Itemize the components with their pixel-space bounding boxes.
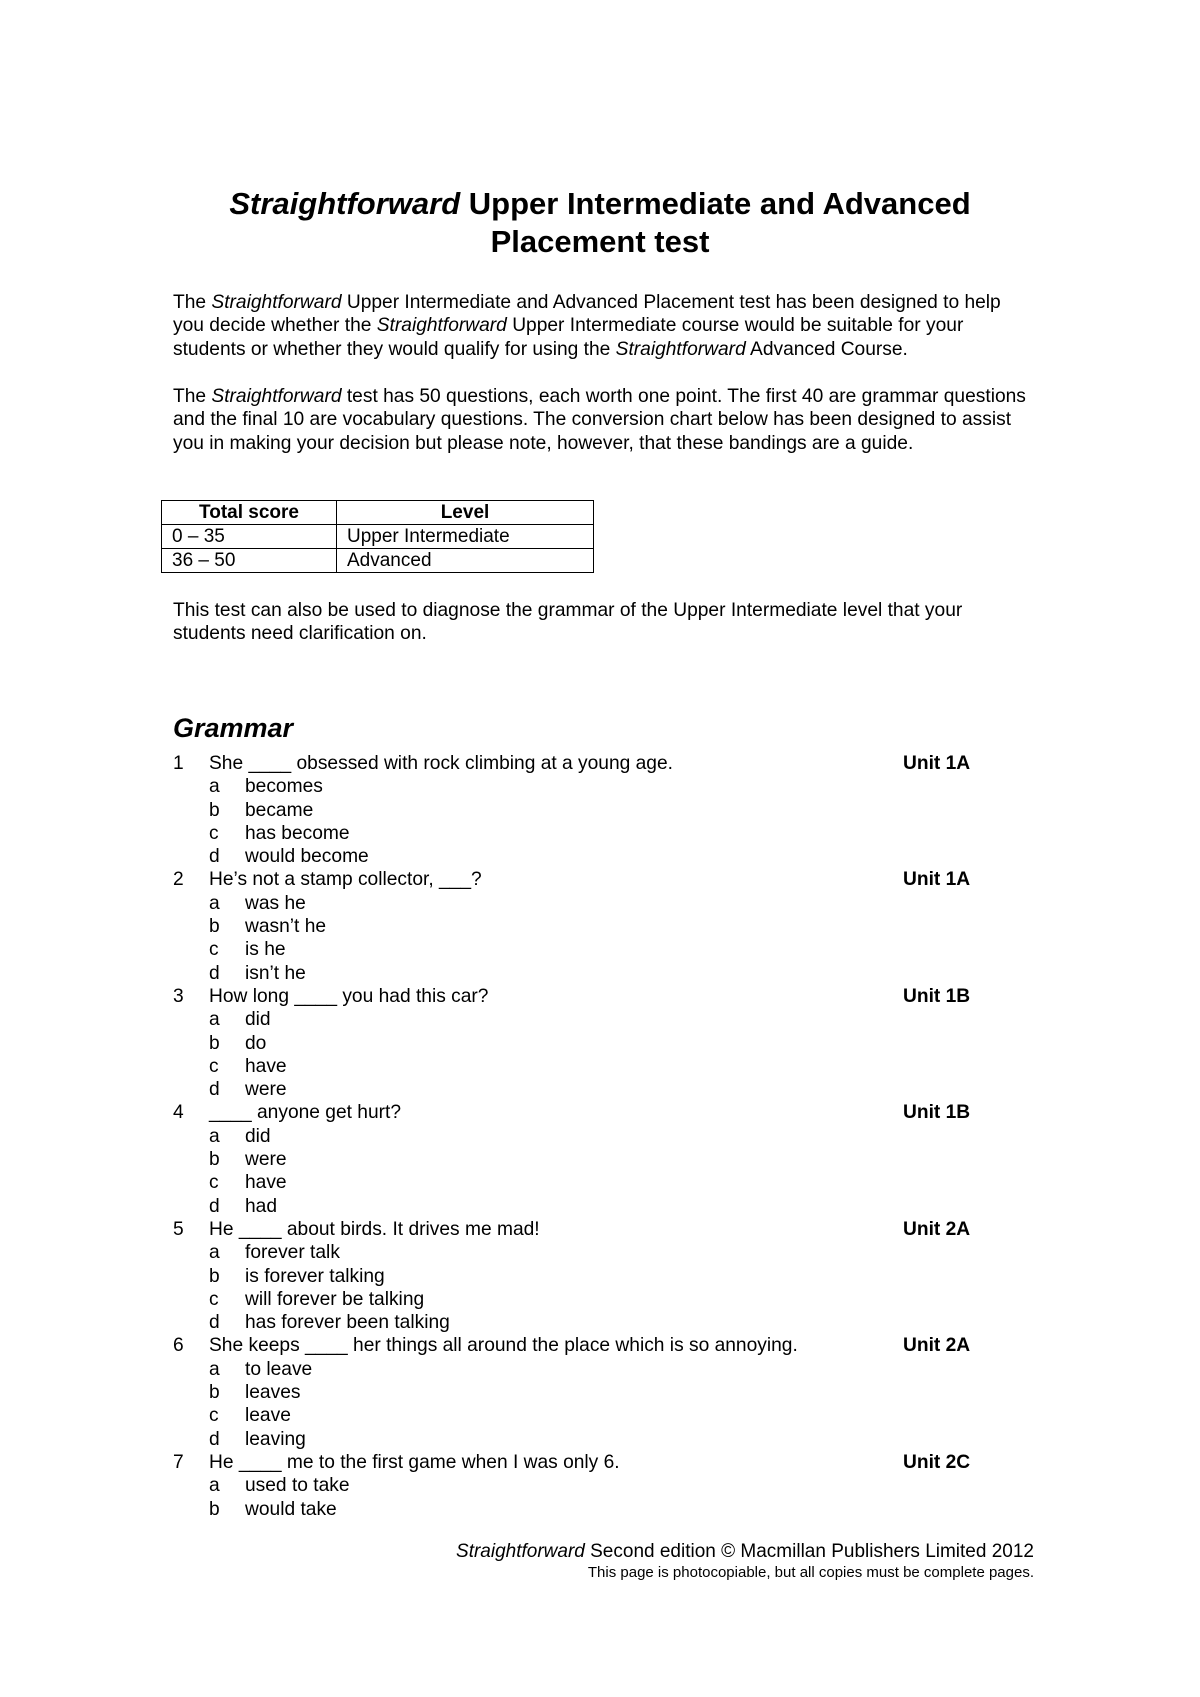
question-row bbox=[173, 1218, 1033, 1241]
answer-option-text: leaves bbox=[245, 1382, 301, 1404]
title-line-1-rest: Upper Intermediate and Advanced bbox=[460, 186, 971, 221]
answer-option bbox=[173, 1474, 1033, 1497]
answer-option-text: was he bbox=[245, 892, 306, 914]
answer-option-letter: a bbox=[209, 1475, 220, 1497]
question-stem: He ____ me to the first game when I was only 6. bbox=[209, 1451, 620, 1473]
answer-option-text: used to take bbox=[245, 1475, 350, 1497]
footer-brand: Straightforward bbox=[456, 1541, 585, 1562]
answer-option bbox=[173, 1404, 1033, 1427]
question-unit-reference: Unit 1A bbox=[903, 869, 971, 891]
page-title bbox=[150, 185, 1050, 261]
answer-option-letter: b bbox=[209, 1382, 220, 1404]
intro1-brand-1: Straightforward bbox=[211, 292, 342, 313]
answer-option-letter: a bbox=[209, 776, 220, 798]
answer-option-letter: d bbox=[209, 1312, 220, 1334]
title-brand: Straightforward bbox=[229, 186, 461, 221]
answer-option bbox=[173, 962, 1033, 985]
answer-option-text: leaving bbox=[245, 1428, 306, 1450]
answer-option bbox=[173, 1125, 1033, 1148]
answer-option-text: has become bbox=[245, 822, 350, 844]
question-unit-reference: Unit 2A bbox=[903, 1218, 971, 1240]
answer-option-text: have bbox=[245, 1055, 287, 1077]
footer-photocopy-note: This page is photocopiable, but all copies must be complete pages. bbox=[587, 1564, 1034, 1581]
answer-option-letter: a bbox=[209, 892, 220, 914]
diagnose-paragraph: This test can also be used to diagnose the grammar of the Upper Intermediate level that your students need clarification on. bbox=[173, 600, 963, 645]
grammar-heading: Grammar bbox=[173, 713, 294, 743]
answer-option-letter: b bbox=[209, 1498, 220, 1520]
answer-option-text: isn’t he bbox=[245, 962, 306, 984]
question-row bbox=[173, 1334, 1033, 1357]
answer-option-letter: b bbox=[209, 799, 220, 821]
answer-option-letter: c bbox=[209, 1172, 219, 1194]
intro-paragraph-1 bbox=[173, 291, 1033, 361]
intro-paragraph-2 bbox=[173, 385, 1033, 455]
answer-option bbox=[173, 1171, 1033, 1194]
answer-option-text: has forever been talking bbox=[245, 1312, 450, 1334]
answer-option bbox=[173, 1428, 1033, 1451]
answer-option-text: is he bbox=[245, 939, 286, 961]
intro1-brand-2: Straightforward bbox=[376, 315, 507, 337]
score-conversion-table bbox=[161, 500, 594, 573]
answer-option bbox=[173, 915, 1033, 938]
score-range-cell: 36 – 50 bbox=[162, 549, 337, 573]
answer-option-letter: d bbox=[209, 846, 220, 868]
answer-option bbox=[173, 1311, 1033, 1334]
question-number: 6 bbox=[173, 1335, 184, 1357]
answer-option-text: forever talk bbox=[245, 1242, 340, 1264]
footer-copyright bbox=[456, 1540, 1034, 1563]
score-range-cell: 0 – 35 bbox=[162, 525, 337, 549]
answer-option-letter: d bbox=[209, 1079, 220, 1101]
question-row bbox=[173, 868, 1033, 891]
answer-option-letter: b bbox=[209, 1032, 220, 1054]
answer-option bbox=[173, 1032, 1033, 1055]
answer-option-letter: a bbox=[209, 1125, 220, 1147]
score-table-row bbox=[162, 525, 594, 549]
answer-option-text: wasn’t he bbox=[245, 916, 327, 938]
grammar-question-list bbox=[173, 752, 1033, 1521]
answer-option-text: would become bbox=[245, 846, 369, 868]
question-number: 1 bbox=[173, 753, 184, 774]
answer-option-letter: c bbox=[209, 1405, 219, 1427]
answer-option-letter: a bbox=[209, 1358, 220, 1380]
answer-option bbox=[173, 1381, 1033, 1404]
answer-option bbox=[173, 938, 1033, 961]
question-number: 2 bbox=[173, 869, 184, 891]
answer-option bbox=[173, 1288, 1033, 1311]
answer-option bbox=[173, 1008, 1033, 1031]
question-number: 3 bbox=[173, 985, 184, 1007]
answer-option-text: would take bbox=[245, 1498, 337, 1520]
question-stem: He’s not a stamp collector, ___? bbox=[209, 869, 482, 891]
intro1-text-3: Upper Intermediate course would be suitable for your students or whether they would qualify for using the bbox=[173, 315, 964, 360]
answer-option-text: is forever talking bbox=[245, 1265, 385, 1287]
answer-option-text: leave bbox=[245, 1405, 291, 1427]
score-table-header-level: Level bbox=[337, 501, 594, 525]
answer-option-letter: c bbox=[209, 1055, 219, 1077]
intro1-text-2: Upper Intermediate and Advanced Placement test has been designed to help you decide whether the bbox=[173, 292, 1001, 337]
question-row bbox=[173, 1451, 1033, 1474]
answer-option-letter: a bbox=[209, 1242, 220, 1264]
score-table-row bbox=[162, 549, 594, 573]
answer-option-text: had bbox=[245, 1195, 278, 1217]
answer-option-letter: d bbox=[209, 1195, 220, 1217]
answer-option bbox=[173, 775, 1033, 798]
answer-option-letter: d bbox=[209, 962, 220, 984]
question-number: 5 bbox=[173, 1218, 184, 1240]
answer-option-letter: b bbox=[209, 1149, 220, 1171]
score-table-header-total: Total score bbox=[162, 501, 337, 525]
question-stem: She ____ obsessed with rock climbing at a young age. bbox=[209, 753, 673, 774]
answer-option-text: do bbox=[245, 1032, 267, 1054]
score-table-header-row bbox=[162, 501, 594, 525]
question-unit-reference: Unit 1B bbox=[903, 1102, 971, 1124]
question-unit-reference: Unit 1A bbox=[903, 753, 971, 774]
question-unit-reference: Unit 2C bbox=[903, 1451, 971, 1473]
question-stem: She keeps ____ her things all around the place which is so annoying. bbox=[209, 1335, 798, 1357]
intro2-brand-1: Straightforward bbox=[211, 386, 342, 407]
answer-option bbox=[173, 1265, 1033, 1288]
question-number: 7 bbox=[173, 1451, 184, 1473]
answer-option bbox=[173, 845, 1033, 868]
answer-option bbox=[173, 1241, 1033, 1264]
intro2-text-2: test has 50 questions, each worth one point. The first 40 are grammar questions and the final 10 are vocabulary questions. The conversion chart below has been designed to assist you in making your decision but please note, however, that these bandings are a guide. bbox=[173, 386, 1026, 454]
answer-option bbox=[173, 1498, 1033, 1521]
answer-option-text: were bbox=[245, 1079, 287, 1101]
answer-option-text: will forever be talking bbox=[245, 1288, 425, 1310]
question-row bbox=[173, 985, 1033, 1008]
answer-option-letter: c bbox=[209, 939, 219, 961]
answer-option-letter: c bbox=[209, 822, 219, 844]
answer-option bbox=[173, 1078, 1033, 1101]
answer-option-text: did bbox=[245, 1009, 271, 1031]
answer-option-letter: a bbox=[209, 1009, 220, 1031]
title-line-2: Placement test bbox=[490, 224, 710, 259]
intro1-brand-3: Straightforward bbox=[615, 338, 746, 360]
answer-option bbox=[173, 1055, 1033, 1078]
answer-option-text: to leave bbox=[245, 1358, 313, 1380]
answer-option bbox=[173, 822, 1033, 845]
answer-option bbox=[173, 892, 1033, 915]
answer-option-letter: b bbox=[209, 916, 220, 938]
answer-option-letter: c bbox=[209, 1288, 219, 1310]
answer-option-text: were bbox=[245, 1149, 287, 1171]
question-row bbox=[173, 1101, 1033, 1124]
intro1-text-4: Advanced Course. bbox=[745, 338, 908, 360]
answer-option-text: have bbox=[245, 1172, 287, 1194]
title-line-1 bbox=[150, 185, 1050, 223]
question-row bbox=[173, 752, 1033, 775]
answer-option-text: did bbox=[245, 1125, 271, 1147]
answer-option-letter: b bbox=[209, 1265, 220, 1287]
answer-option bbox=[173, 1358, 1033, 1381]
question-number: 4 bbox=[173, 1102, 184, 1124]
level-cell: Upper Intermediate bbox=[337, 525, 594, 549]
answer-option-text: became bbox=[245, 799, 314, 821]
answer-option bbox=[173, 1148, 1033, 1171]
intro1-text-1: The bbox=[173, 292, 212, 313]
intro2-text-1: The bbox=[173, 386, 212, 407]
question-stem: How long ____ you had this car? bbox=[209, 985, 489, 1007]
answer-option-letter: d bbox=[209, 1428, 220, 1450]
answer-option-text: becomes bbox=[245, 776, 323, 798]
level-cell: Advanced bbox=[337, 549, 594, 573]
question-stem: He ____ about birds. It drives me mad! bbox=[209, 1218, 540, 1240]
question-unit-reference: Unit 1B bbox=[903, 985, 971, 1007]
footer-copyright-text: Second edition © Macmillan Publishers Limited 2012 bbox=[584, 1541, 1034, 1562]
answer-option bbox=[173, 799, 1033, 822]
answer-option bbox=[173, 1195, 1033, 1218]
question-unit-reference: Unit 2A bbox=[903, 1335, 971, 1357]
question-stem: ____ anyone get hurt? bbox=[209, 1102, 402, 1124]
